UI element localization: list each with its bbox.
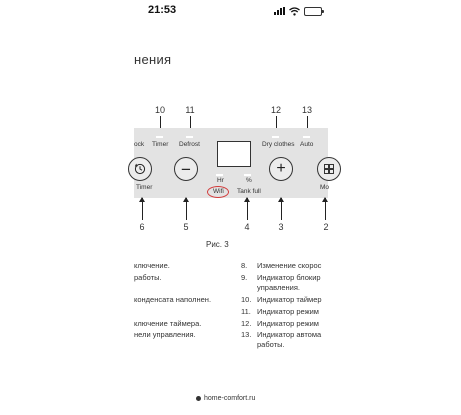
left-item: нели управления. <box>134 330 196 339</box>
left-column <box>134 22 234 402</box>
minus-button: − <box>174 157 198 181</box>
footer <box>196 395 255 402</box>
right-item: управления. <box>257 283 300 292</box>
hr-label: Hr <box>217 177 224 184</box>
right-item: Индикатор режим <box>257 319 319 328</box>
timer-button-label: Timer <box>136 184 153 191</box>
callout-5: 5 <box>183 222 189 232</box>
right-item-number: 9. <box>241 273 248 282</box>
section-title: нения <box>134 52 172 67</box>
defrost-label: Defrost <box>179 141 200 148</box>
dry-clothes-label: Dry clothes <box>262 141 295 148</box>
left-item: работы. <box>134 273 162 282</box>
right-item-number: 8. <box>241 261 248 270</box>
figure-caption: Рис. 3 <box>206 240 229 249</box>
callout-6: 6 <box>139 222 145 232</box>
left-item: ключение таймера. <box>134 319 202 328</box>
status-time: 21:53 <box>148 4 177 16</box>
status-icons <box>274 6 322 16</box>
status-bar <box>134 0 328 22</box>
right-item: работы. <box>257 340 285 349</box>
battery-icon <box>304 7 322 16</box>
wifi-label: Wifi <box>213 188 224 195</box>
right-item-number: 10. <box>241 295 252 304</box>
left-item: ключение. <box>134 261 170 270</box>
right-item: Индикатор автома <box>257 330 322 339</box>
timer-indicator-label: Timer <box>152 141 169 148</box>
right-item: Индикатор режим <box>257 307 319 316</box>
wifi-icon <box>289 7 300 16</box>
callout-11: 11 <box>185 105 195 115</box>
clock-label: ock <box>134 141 145 148</box>
mode-label: Mo <box>320 184 330 191</box>
cellular-signal-icon <box>274 7 285 15</box>
footer-dot-icon <box>196 396 201 401</box>
tank-full-label: Tank full <box>237 188 261 195</box>
footer-url[interactable]: home-comfort.ru <box>204 395 256 402</box>
left-item: конденсата наполнен. <box>134 295 212 304</box>
plus-button: + <box>269 157 293 181</box>
right-item: Изменение скорос <box>257 261 322 270</box>
callout-3: 3 <box>278 222 284 232</box>
callout-4: 4 <box>244 222 250 232</box>
auto-label: Auto <box>300 141 314 148</box>
percent-label: % <box>246 177 252 184</box>
right-item-number: 11. <box>241 307 251 316</box>
right-item-number: 12. <box>241 319 252 328</box>
callout-10: 10 <box>154 105 165 115</box>
callout-2: 2 <box>323 222 329 232</box>
right-item: Индикатор блокир <box>257 273 321 282</box>
right-item-number: 13. <box>241 330 252 339</box>
callout-12: 12 <box>270 105 281 115</box>
right-item: Индикатор таймер <box>257 295 322 304</box>
callout-13: 13 <box>301 105 312 115</box>
right-column <box>241 22 328 402</box>
document-page[interactable] <box>134 22 328 402</box>
